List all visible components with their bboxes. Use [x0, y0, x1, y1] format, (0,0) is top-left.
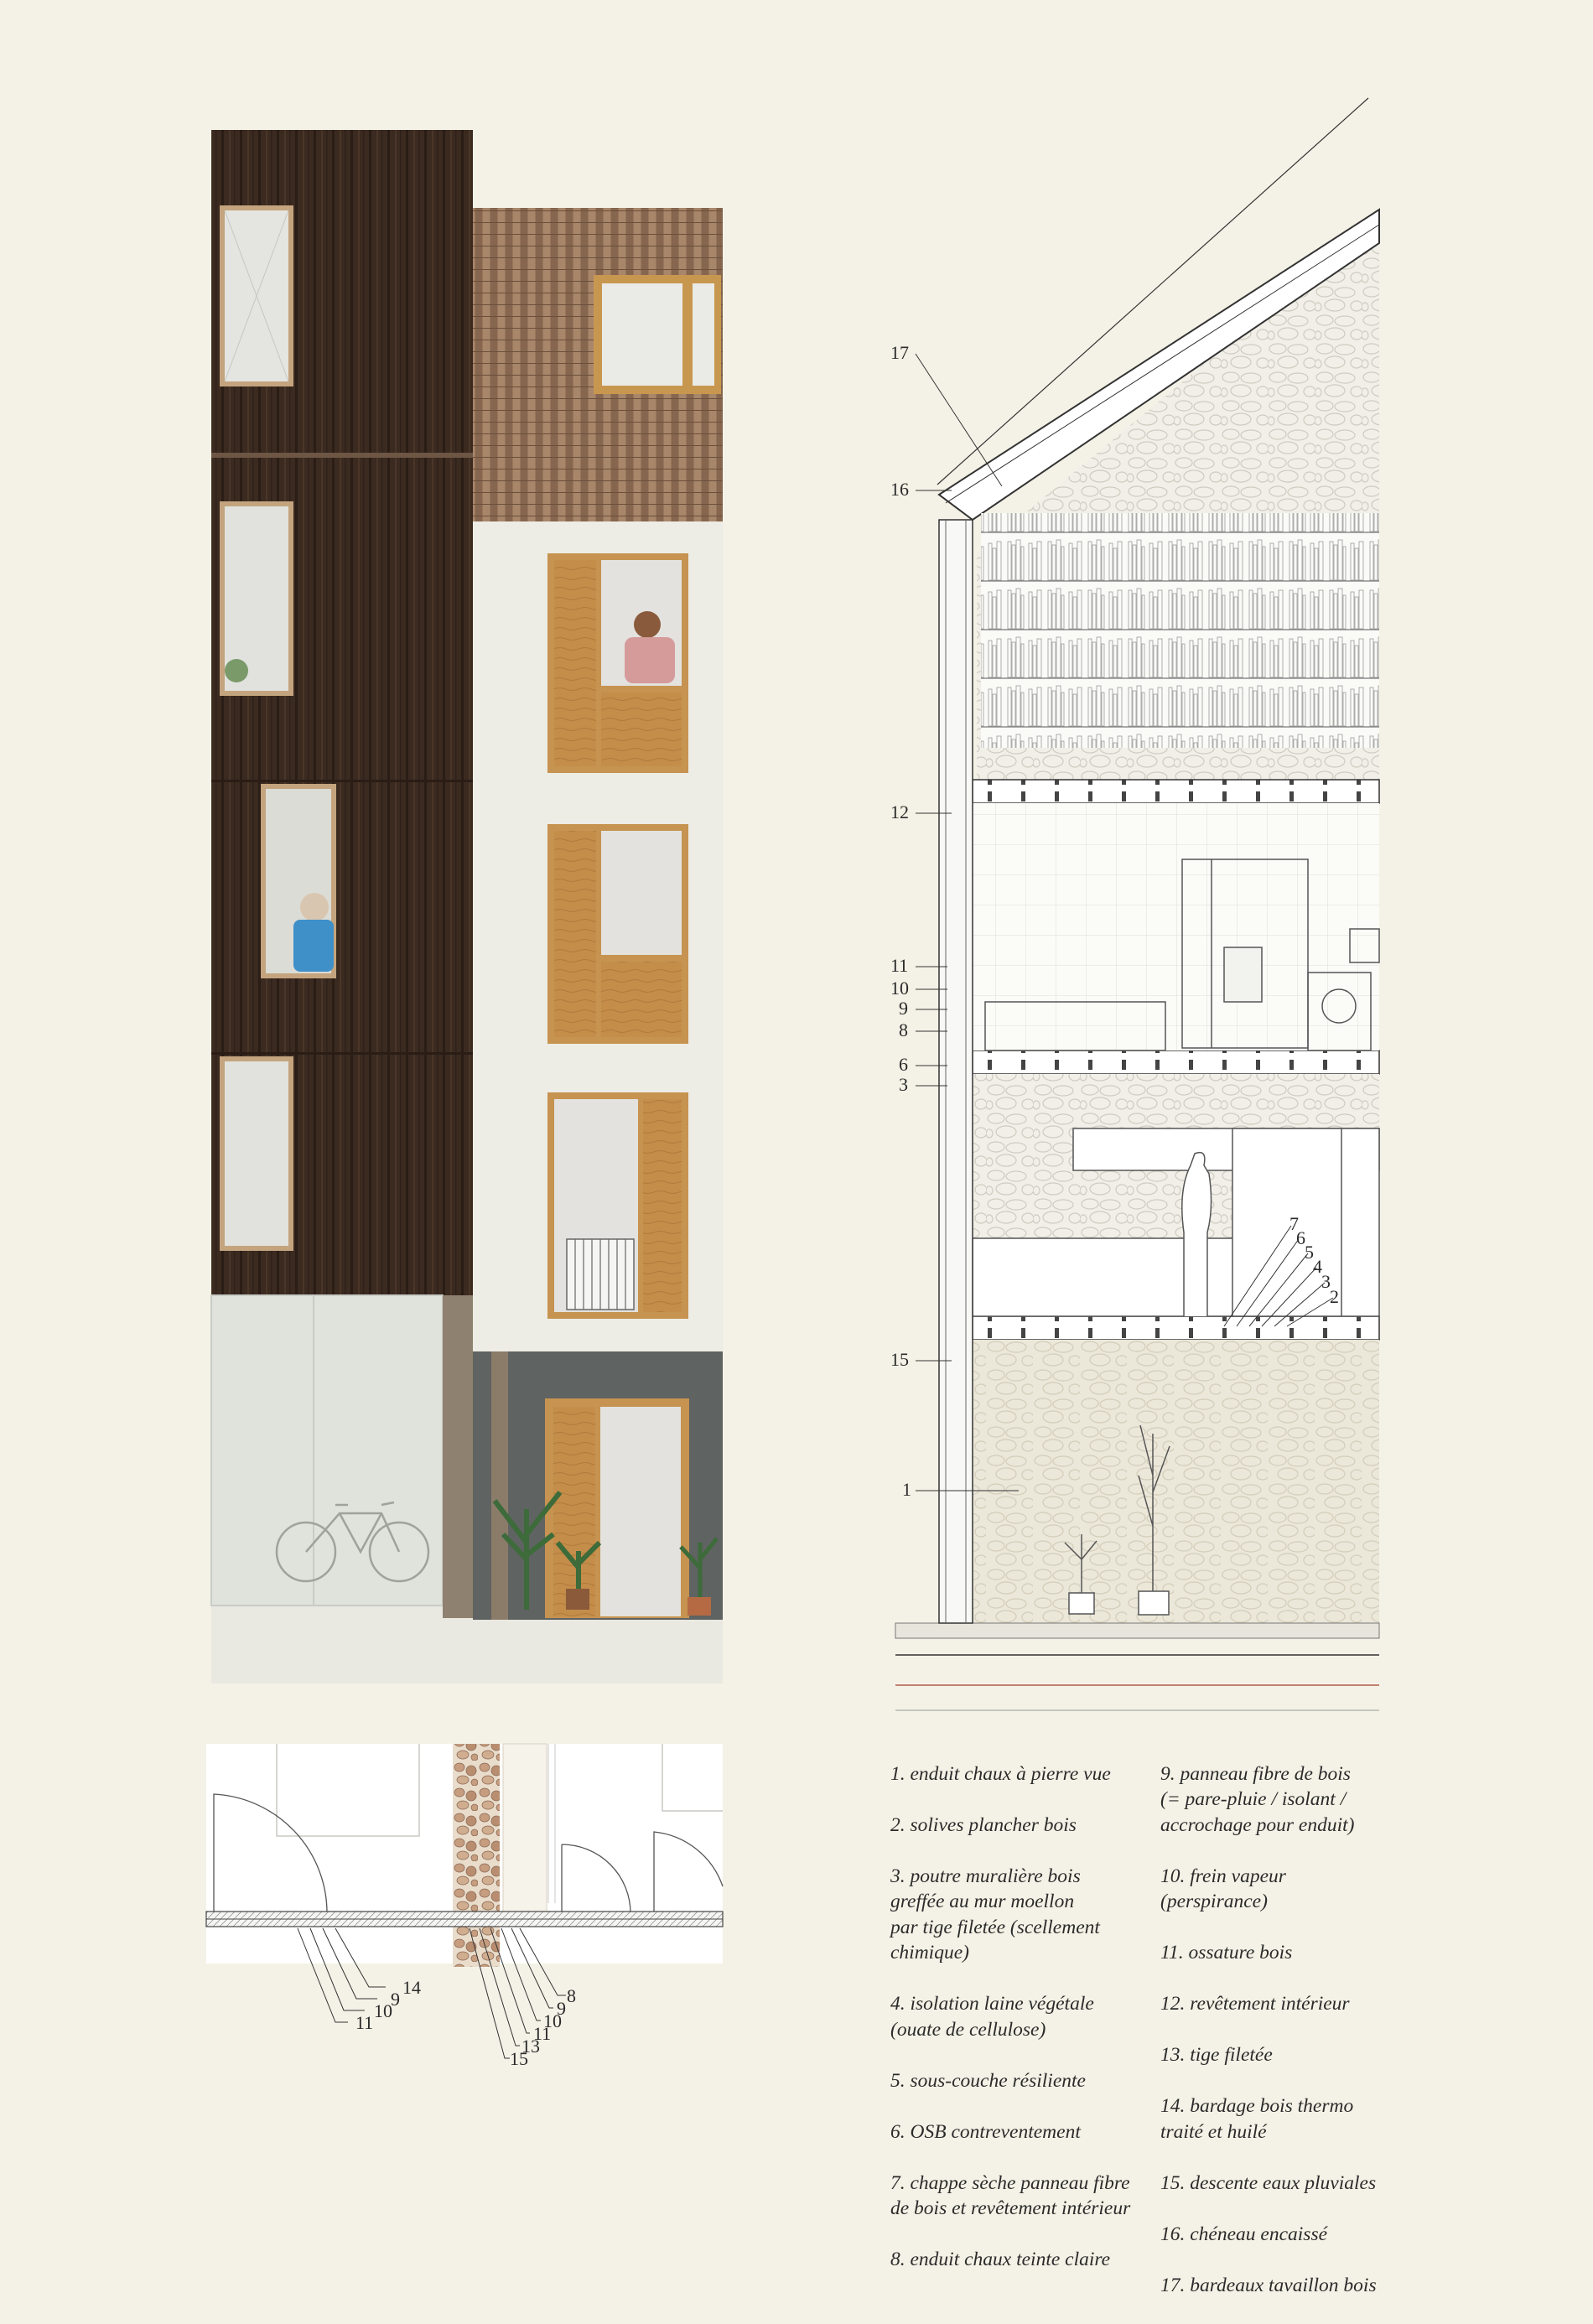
legend-item-8: 8. enduit chaux teinte claire — [890, 2249, 1111, 2270]
section-label-15: 15 — [890, 1349, 909, 1370]
window-dark-wood-3 — [261, 784, 336, 978]
plan-label-11-right: 11 — [533, 2023, 552, 2044]
facade-elevation — [211, 130, 723, 1683]
section-label-10: 10 — [890, 978, 909, 999]
legend-item-2: 2. solives plancher bois — [890, 1813, 1077, 1836]
section-label-3: 3 — [899, 1074, 908, 1095]
floor-label-3: 3 — [1321, 1271, 1331, 1292]
floor-slab-1 — [973, 1316, 1379, 1340]
legend-item-11: 11. ossature bois — [1160, 1942, 1293, 1963]
legend-item-12: 12. revêtement intérieur — [1160, 1993, 1350, 2015]
plan-detail — [206, 1744, 723, 2069]
floor-slab-3 — [973, 780, 1379, 803]
window-dark-wood-1 — [220, 205, 293, 386]
library-shelves — [981, 513, 1379, 748]
stone-pier — [443, 1295, 473, 1618]
building-section — [890, 98, 1379, 1710]
floor-label-6: 6 — [1296, 1227, 1305, 1248]
legend-item-9: 9. panneau fibre de bois (= pare-pluie / isolant / accrochage pour enduit) — [1160, 1762, 1355, 1836]
legend-item-5: 5. sous-couche résiliente — [890, 2069, 1086, 2092]
floor-slab-2 — [973, 1050, 1379, 1074]
plan-label-13: 13 — [521, 2036, 540, 2057]
legend-item-14: 14. bardage bois thermo traité et huilé — [1160, 2095, 1354, 2143]
section-label-17: 17 — [890, 342, 909, 363]
section-label-6: 6 — [899, 1054, 908, 1075]
window-oak-3 — [547, 1092, 688, 1319]
floor-label-7: 7 — [1289, 1213, 1299, 1234]
legend-item-13: 13. tige filetée — [1160, 2044, 1273, 2066]
plan-label-14: 14 — [402, 1977, 421, 1998]
section-label-8: 8 — [899, 1019, 908, 1040]
plan-label-11-left: 11 — [355, 2012, 374, 2033]
legend-item-6: 6. OSB contreventement — [890, 2120, 1081, 2143]
entrance-door — [545, 1398, 689, 1618]
ground-floor-stone — [973, 1340, 1379, 1623]
legend-item-10: 10. frein vapeur (perspirance) — [1160, 1865, 1286, 1912]
section-label-9: 9 — [899, 998, 908, 1019]
section-label-1: 1 — [902, 1479, 911, 1500]
bathroom-tiles — [973, 803, 1379, 1050]
section-label-11: 11 — [890, 955, 909, 976]
legend-column-left — [890, 1735, 1159, 2298]
floor-label-5: 5 — [1305, 1242, 1314, 1263]
legend-item-4: 4. isolation laine végétale (ouate de cellulose) — [890, 1993, 1094, 2041]
plan-label-15: 15 — [510, 2048, 528, 2069]
plan-label-10-left: 10 — [374, 2000, 392, 2021]
timber-frame-facade — [939, 520, 973, 1623]
legend-item-15: 15. descente eaux pluviales — [1160, 2171, 1377, 2194]
section-label-12: 12 — [890, 801, 909, 822]
legend-item-17: 17. bardeaux tavaillon bois — [1160, 2274, 1377, 2296]
window-oak-1 — [547, 553, 688, 773]
plan-label-9-right: 9 — [557, 1998, 566, 2019]
window-oak-2 — [547, 824, 688, 1044]
floor-label-2: 2 — [1330, 1286, 1339, 1307]
plan-label-8: 8 — [567, 1985, 576, 2006]
legend-column-right — [1160, 1735, 1404, 2324]
glazed-ground-floor — [211, 1295, 443, 1606]
plan-label-10-right: 10 — [543, 2010, 562, 2031]
legend-item-16: 16. chéneau encaissé — [1160, 2223, 1328, 2245]
floor-label-4: 4 — [1313, 1256, 1322, 1277]
legend-item-1: 1. enduit chaux à pierre vue — [890, 1762, 1111, 1785]
legend-item-7: 7. chappe sèche panneau fibre de bois et revêtement intérieur — [890, 2171, 1131, 2219]
window-dark-wood-2 — [220, 501, 293, 696]
plan-label-9-left: 9 — [391, 1989, 400, 2010]
section-label-16: 16 — [890, 479, 909, 500]
legend-item-3: 3. poutre muralière bois greffée au mur moellon par tige filetée (scellement chimique) — [890, 1865, 1100, 1963]
window-dark-wood-4 — [220, 1056, 293, 1251]
